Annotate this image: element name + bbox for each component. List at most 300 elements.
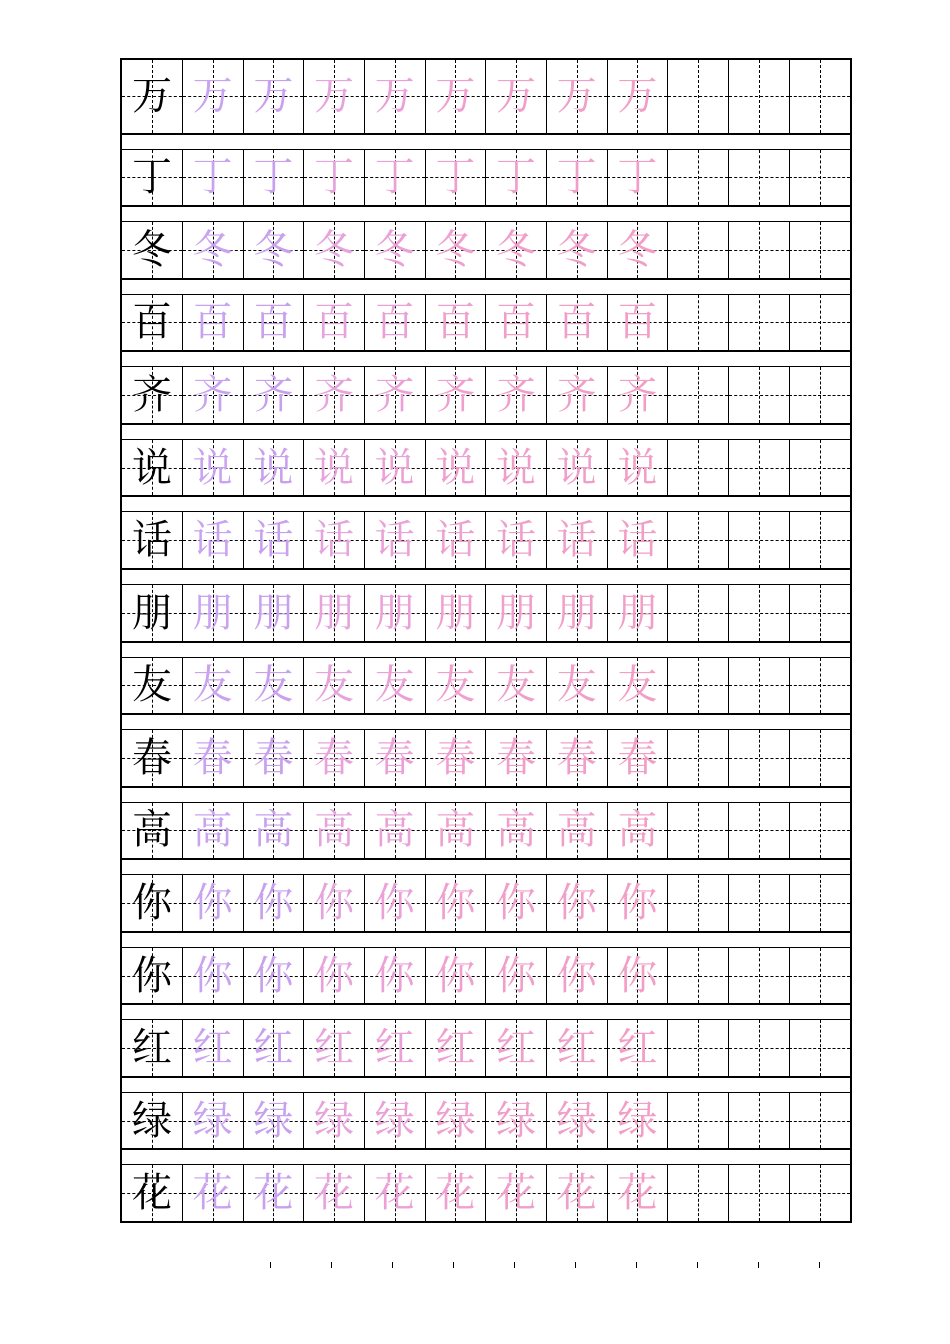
model-character: 春: [132, 734, 172, 781]
guide-line-vertical: [820, 1165, 821, 1221]
blank-cell: [668, 803, 729, 859]
trace-character: 百: [556, 299, 597, 346]
guide-line-vertical: [698, 440, 699, 496]
trace-character: 花: [314, 1170, 354, 1217]
grid-tick: [819, 1262, 820, 1268]
trace-character: 花: [617, 1170, 658, 1217]
guide-line-vertical: [759, 875, 760, 931]
row-spacer: [122, 1150, 850, 1165]
trace-character: 你: [496, 952, 536, 999]
guide-line-vertical: [759, 658, 760, 714]
trace-cell: [365, 803, 426, 859]
practice-row: [122, 931, 850, 1004]
trace-character: 红: [496, 1025, 536, 1072]
trace-cell: [365, 440, 426, 496]
blank-cell: [668, 150, 729, 206]
model-cell: [122, 60, 183, 133]
trace-cell: [607, 150, 668, 206]
tian-grid-row: [122, 1093, 850, 1149]
model-cell: [122, 948, 183, 1004]
trace-character: 你: [556, 952, 597, 999]
blank-cell: [729, 1165, 790, 1221]
practice-row: [122, 568, 850, 641]
guide-line-vertical: [698, 658, 699, 714]
blank-cell: [789, 512, 850, 568]
trace-character: 红: [617, 1025, 658, 1072]
grid-tick: [331, 1262, 332, 1268]
blank-cell: [729, 585, 790, 641]
tian-grid-row: [122, 1020, 850, 1076]
model-cell: [122, 1093, 183, 1149]
trace-character: 百: [496, 299, 536, 346]
blank-cell: [789, 367, 850, 423]
model-character: 你: [132, 952, 172, 999]
guide-line-vertical: [759, 730, 760, 786]
tian-grid-row: [122, 1165, 850, 1221]
tian-grid-row: [122, 658, 850, 714]
trace-character: 春: [556, 734, 597, 781]
trace-character: 友: [435, 662, 476, 709]
trace-character: 冬: [556, 226, 597, 273]
trace-character: 高: [617, 807, 658, 854]
model-cell: [122, 440, 183, 496]
blank-cell: [729, 803, 790, 859]
trace-cell: [486, 512, 547, 568]
blank-cell: [668, 367, 729, 423]
trace-cell: [547, 512, 608, 568]
tian-grid-row: [122, 440, 850, 496]
trace-character: 百: [253, 299, 294, 346]
blank-cell: [668, 1165, 729, 1221]
trace-cell: [365, 1020, 426, 1076]
trace-character: 高: [253, 807, 294, 854]
practice-row: [122, 1148, 850, 1221]
practice-row: [122, 713, 850, 786]
tian-grid-row: [122, 512, 850, 568]
trace-character: 你: [374, 879, 415, 926]
blank-cell: [789, 1020, 850, 1076]
trace-character: 话: [314, 517, 354, 564]
trace-cell: [243, 658, 304, 714]
trace-character: 说: [435, 444, 476, 491]
guide-line-vertical: [759, 1165, 760, 1221]
trace-character: 百: [617, 299, 658, 346]
trace-character: 高: [496, 807, 536, 854]
trace-cell: [365, 367, 426, 423]
trace-cell: [486, 367, 547, 423]
trace-character: 绿: [192, 1097, 233, 1144]
trace-cell: [183, 585, 244, 641]
blank-cell: [789, 803, 850, 859]
trace-character: 万: [556, 73, 597, 120]
model-cell: [122, 1165, 183, 1221]
guide-line-vertical: [820, 295, 821, 351]
row-spacer: [122, 1078, 850, 1093]
trace-cell: [183, 803, 244, 859]
trace-character: 高: [374, 807, 415, 854]
row-spacer: [122, 207, 850, 222]
trace-cell: [304, 1020, 365, 1076]
blank-cell: [789, 1165, 850, 1221]
trace-cell: [304, 658, 365, 714]
trace-cell: [607, 803, 668, 859]
trace-cell: [243, 60, 304, 133]
grid-tick: [636, 1262, 637, 1268]
blank-cell: [789, 60, 850, 133]
next-page-grid-edge: [120, 1262, 852, 1272]
trace-cell: [486, 585, 547, 641]
guide-line-vertical: [820, 803, 821, 859]
trace-character: 齐: [496, 372, 536, 419]
trace-character: 春: [192, 734, 233, 781]
trace-cell: [486, 948, 547, 1004]
trace-character: 万: [435, 73, 476, 120]
trace-character: 你: [253, 879, 294, 926]
model-cell: [122, 803, 183, 859]
trace-character: 话: [374, 517, 415, 564]
trace-character: 说: [556, 444, 597, 491]
trace-cell: [183, 1093, 244, 1149]
tian-grid-row: [122, 295, 850, 351]
trace-character: 你: [314, 879, 354, 926]
guide-line-vertical: [698, 1020, 699, 1076]
practice-row: [122, 60, 850, 133]
guide-line-vertical: [759, 367, 760, 423]
trace-character: 绿: [496, 1097, 536, 1144]
guide-line-vertical: [759, 1093, 760, 1149]
trace-cell: [547, 440, 608, 496]
trace-cell: [304, 948, 365, 1004]
trace-character: 冬: [374, 226, 415, 273]
trace-cell: [425, 512, 486, 568]
model-cell: [122, 1020, 183, 1076]
trace-cell: [425, 803, 486, 859]
trace-cell: [304, 440, 365, 496]
trace-cell: [547, 948, 608, 1004]
tian-grid-row: [122, 948, 850, 1004]
blank-cell: [789, 295, 850, 351]
trace-cell: [486, 222, 547, 278]
trace-character: 花: [496, 1170, 536, 1217]
trace-character: 说: [374, 444, 415, 491]
trace-cell: [365, 875, 426, 931]
trace-cell: [304, 875, 365, 931]
trace-cell: [183, 730, 244, 786]
trace-cell: [365, 658, 426, 714]
trace-character: 友: [192, 662, 233, 709]
blank-cell: [729, 875, 790, 931]
trace-character: 春: [374, 734, 415, 781]
trace-character: 齐: [192, 372, 233, 419]
model-cell: [122, 512, 183, 568]
trace-cell: [243, 875, 304, 931]
trace-character: 冬: [617, 226, 658, 273]
blank-cell: [789, 585, 850, 641]
trace-cell: [547, 150, 608, 206]
blank-cell: [668, 512, 729, 568]
practice-row: [122, 278, 850, 351]
model-cell: [122, 367, 183, 423]
tian-grid-row: [122, 60, 850, 133]
trace-character: 你: [253, 952, 294, 999]
trace-cell: [183, 658, 244, 714]
trace-cell: [607, 1165, 668, 1221]
guide-line-vertical: [820, 730, 821, 786]
guide-line-vertical: [820, 512, 821, 568]
guide-line-vertical: [698, 222, 699, 278]
guide-line-vertical: [759, 1020, 760, 1076]
model-character: 冬: [132, 226, 172, 273]
trace-cell: [183, 440, 244, 496]
trace-cell: [304, 60, 365, 133]
trace-character: 朋: [435, 589, 476, 636]
trace-character: 齐: [314, 372, 354, 419]
blank-cell: [729, 658, 790, 714]
blank-cell: [729, 948, 790, 1004]
trace-cell: [425, 295, 486, 351]
model-character: 丁: [132, 154, 172, 201]
trace-character: 你: [617, 879, 658, 926]
trace-character: 红: [192, 1025, 233, 1072]
trace-character: 丁: [435, 154, 476, 201]
guide-line-vertical: [698, 1093, 699, 1149]
trace-cell: [304, 585, 365, 641]
trace-cell: [486, 150, 547, 206]
guide-line-vertical: [759, 222, 760, 278]
trace-cell: [183, 150, 244, 206]
trace-character: 绿: [556, 1097, 597, 1144]
blank-cell: [668, 222, 729, 278]
row-spacer: [122, 352, 850, 367]
trace-cell: [304, 1165, 365, 1221]
blank-cell: [729, 730, 790, 786]
row-spacer: [122, 788, 850, 803]
guide-line-vertical: [820, 1093, 821, 1149]
model-cell: [122, 222, 183, 278]
trace-cell: [547, 295, 608, 351]
trace-cell: [486, 1165, 547, 1221]
trace-cell: [425, 150, 486, 206]
trace-cell: [304, 512, 365, 568]
trace-character: 朋: [192, 589, 233, 636]
blank-cell: [668, 730, 729, 786]
guide-line-vertical: [820, 60, 821, 133]
trace-character: 友: [496, 662, 536, 709]
trace-cell: [183, 1165, 244, 1221]
practice-grid: [120, 58, 852, 1223]
blank-cell: [789, 658, 850, 714]
trace-character: 你: [617, 952, 658, 999]
blank-cell: [789, 1093, 850, 1149]
trace-cell: [243, 150, 304, 206]
tian-grid-row: [122, 730, 850, 786]
model-cell: [122, 658, 183, 714]
practice-row: [122, 133, 850, 206]
trace-cell: [183, 948, 244, 1004]
trace-character: 万: [253, 73, 294, 120]
trace-cell: [304, 150, 365, 206]
guide-line-vertical: [698, 60, 699, 133]
trace-cell: [547, 60, 608, 133]
trace-character: 友: [556, 662, 597, 709]
guide-line-vertical: [759, 585, 760, 641]
trace-character: 万: [374, 73, 415, 120]
trace-character: 绿: [314, 1097, 354, 1144]
trace-cell: [304, 730, 365, 786]
model-character: 友: [132, 662, 172, 709]
guide-line-vertical: [759, 948, 760, 1004]
trace-cell: [547, 1093, 608, 1149]
trace-character: 话: [556, 517, 597, 564]
trace-cell: [486, 1020, 547, 1076]
trace-character: 话: [435, 517, 476, 564]
trace-character: 说: [253, 444, 294, 491]
trace-cell: [243, 222, 304, 278]
guide-line-vertical: [698, 803, 699, 859]
trace-character: 红: [374, 1025, 415, 1072]
blank-cell: [789, 440, 850, 496]
trace-character: 朋: [496, 589, 536, 636]
trace-cell: [607, 658, 668, 714]
trace-cell: [547, 585, 608, 641]
blank-cell: [729, 60, 790, 133]
model-character: 百: [132, 299, 172, 346]
trace-cell: [243, 585, 304, 641]
row-spacer: [122, 497, 850, 512]
trace-cell: [607, 875, 668, 931]
trace-cell: [607, 948, 668, 1004]
guide-line-vertical: [759, 803, 760, 859]
trace-cell: [243, 730, 304, 786]
trace-character: 百: [435, 299, 476, 346]
practice-row: [122, 1076, 850, 1149]
trace-character: 朋: [556, 589, 597, 636]
row-spacer: [122, 280, 850, 295]
trace-cell: [243, 440, 304, 496]
trace-character: 说: [192, 444, 233, 491]
trace-cell: [547, 367, 608, 423]
model-cell: [122, 875, 183, 931]
model-character: 你: [132, 879, 172, 926]
trace-character: 朋: [374, 589, 415, 636]
trace-cell: [607, 60, 668, 133]
trace-cell: [365, 1165, 426, 1221]
tian-grid-row: [122, 222, 850, 278]
trace-character: 万: [192, 73, 233, 120]
trace-cell: [486, 875, 547, 931]
guide-line-vertical: [698, 512, 699, 568]
blank-cell: [668, 1020, 729, 1076]
trace-cell: [486, 295, 547, 351]
guide-line-vertical: [820, 222, 821, 278]
practice-row: [122, 423, 850, 496]
trace-character: 花: [192, 1170, 233, 1217]
trace-character: 齐: [435, 372, 476, 419]
row-spacer: [122, 643, 850, 658]
practice-row: [122, 858, 850, 931]
guide-line-vertical: [820, 875, 821, 931]
trace-cell: [243, 295, 304, 351]
trace-cell: [607, 512, 668, 568]
model-cell: [122, 730, 183, 786]
model-character: 高: [132, 807, 172, 854]
blank-cell: [729, 1020, 790, 1076]
trace-character: 万: [314, 73, 354, 120]
trace-character: 丁: [192, 154, 233, 201]
blank-cell: [668, 948, 729, 1004]
trace-character: 高: [314, 807, 354, 854]
row-spacer: [122, 570, 850, 585]
guide-line-vertical: [698, 730, 699, 786]
grid-tick: [697, 1262, 698, 1268]
model-cell: [122, 295, 183, 351]
blank-cell: [789, 875, 850, 931]
blank-cell: [668, 60, 729, 133]
model-character: 说: [132, 444, 172, 491]
trace-cell: [365, 948, 426, 1004]
trace-character: 齐: [253, 372, 294, 419]
trace-cell: [183, 875, 244, 931]
trace-cell: [607, 1020, 668, 1076]
trace-character: 你: [314, 952, 354, 999]
trace-character: 红: [556, 1025, 597, 1072]
trace-character: 你: [496, 879, 536, 926]
trace-cell: [425, 585, 486, 641]
trace-cell: [607, 585, 668, 641]
trace-character: 话: [617, 517, 658, 564]
trace-character: 朋: [617, 589, 658, 636]
trace-character: 红: [253, 1025, 294, 1072]
guide-line-vertical: [698, 367, 699, 423]
blank-cell: [729, 222, 790, 278]
trace-cell: [607, 730, 668, 786]
trace-character: 冬: [253, 226, 294, 273]
trace-character: 说: [496, 444, 536, 491]
trace-cell: [365, 730, 426, 786]
blank-cell: [789, 222, 850, 278]
trace-character: 丁: [374, 154, 415, 201]
trace-cell: [365, 150, 426, 206]
row-spacer: [122, 715, 850, 730]
trace-cell: [243, 512, 304, 568]
row-spacer: [122, 1005, 850, 1020]
trace-cell: [486, 60, 547, 133]
trace-character: 冬: [496, 226, 536, 273]
blank-cell: [668, 658, 729, 714]
trace-cell: [607, 295, 668, 351]
trace-cell: [304, 803, 365, 859]
guide-line-vertical: [820, 367, 821, 423]
trace-cell: [304, 295, 365, 351]
trace-character: 你: [374, 952, 415, 999]
model-character: 红: [132, 1025, 172, 1072]
trace-character: 花: [556, 1170, 597, 1217]
guide-line-vertical: [820, 440, 821, 496]
trace-character: 友: [253, 662, 294, 709]
trace-character: 高: [192, 807, 233, 854]
row-spacer: [122, 860, 850, 875]
trace-cell: [547, 1165, 608, 1221]
trace-cell: [304, 1093, 365, 1149]
tian-grid-row: [122, 585, 850, 641]
trace-character: 花: [435, 1170, 476, 1217]
blank-cell: [668, 440, 729, 496]
trace-cell: [183, 1020, 244, 1076]
trace-cell: [607, 367, 668, 423]
guide-line-vertical: [698, 150, 699, 206]
trace-character: 你: [435, 952, 476, 999]
guide-line-vertical: [820, 585, 821, 641]
